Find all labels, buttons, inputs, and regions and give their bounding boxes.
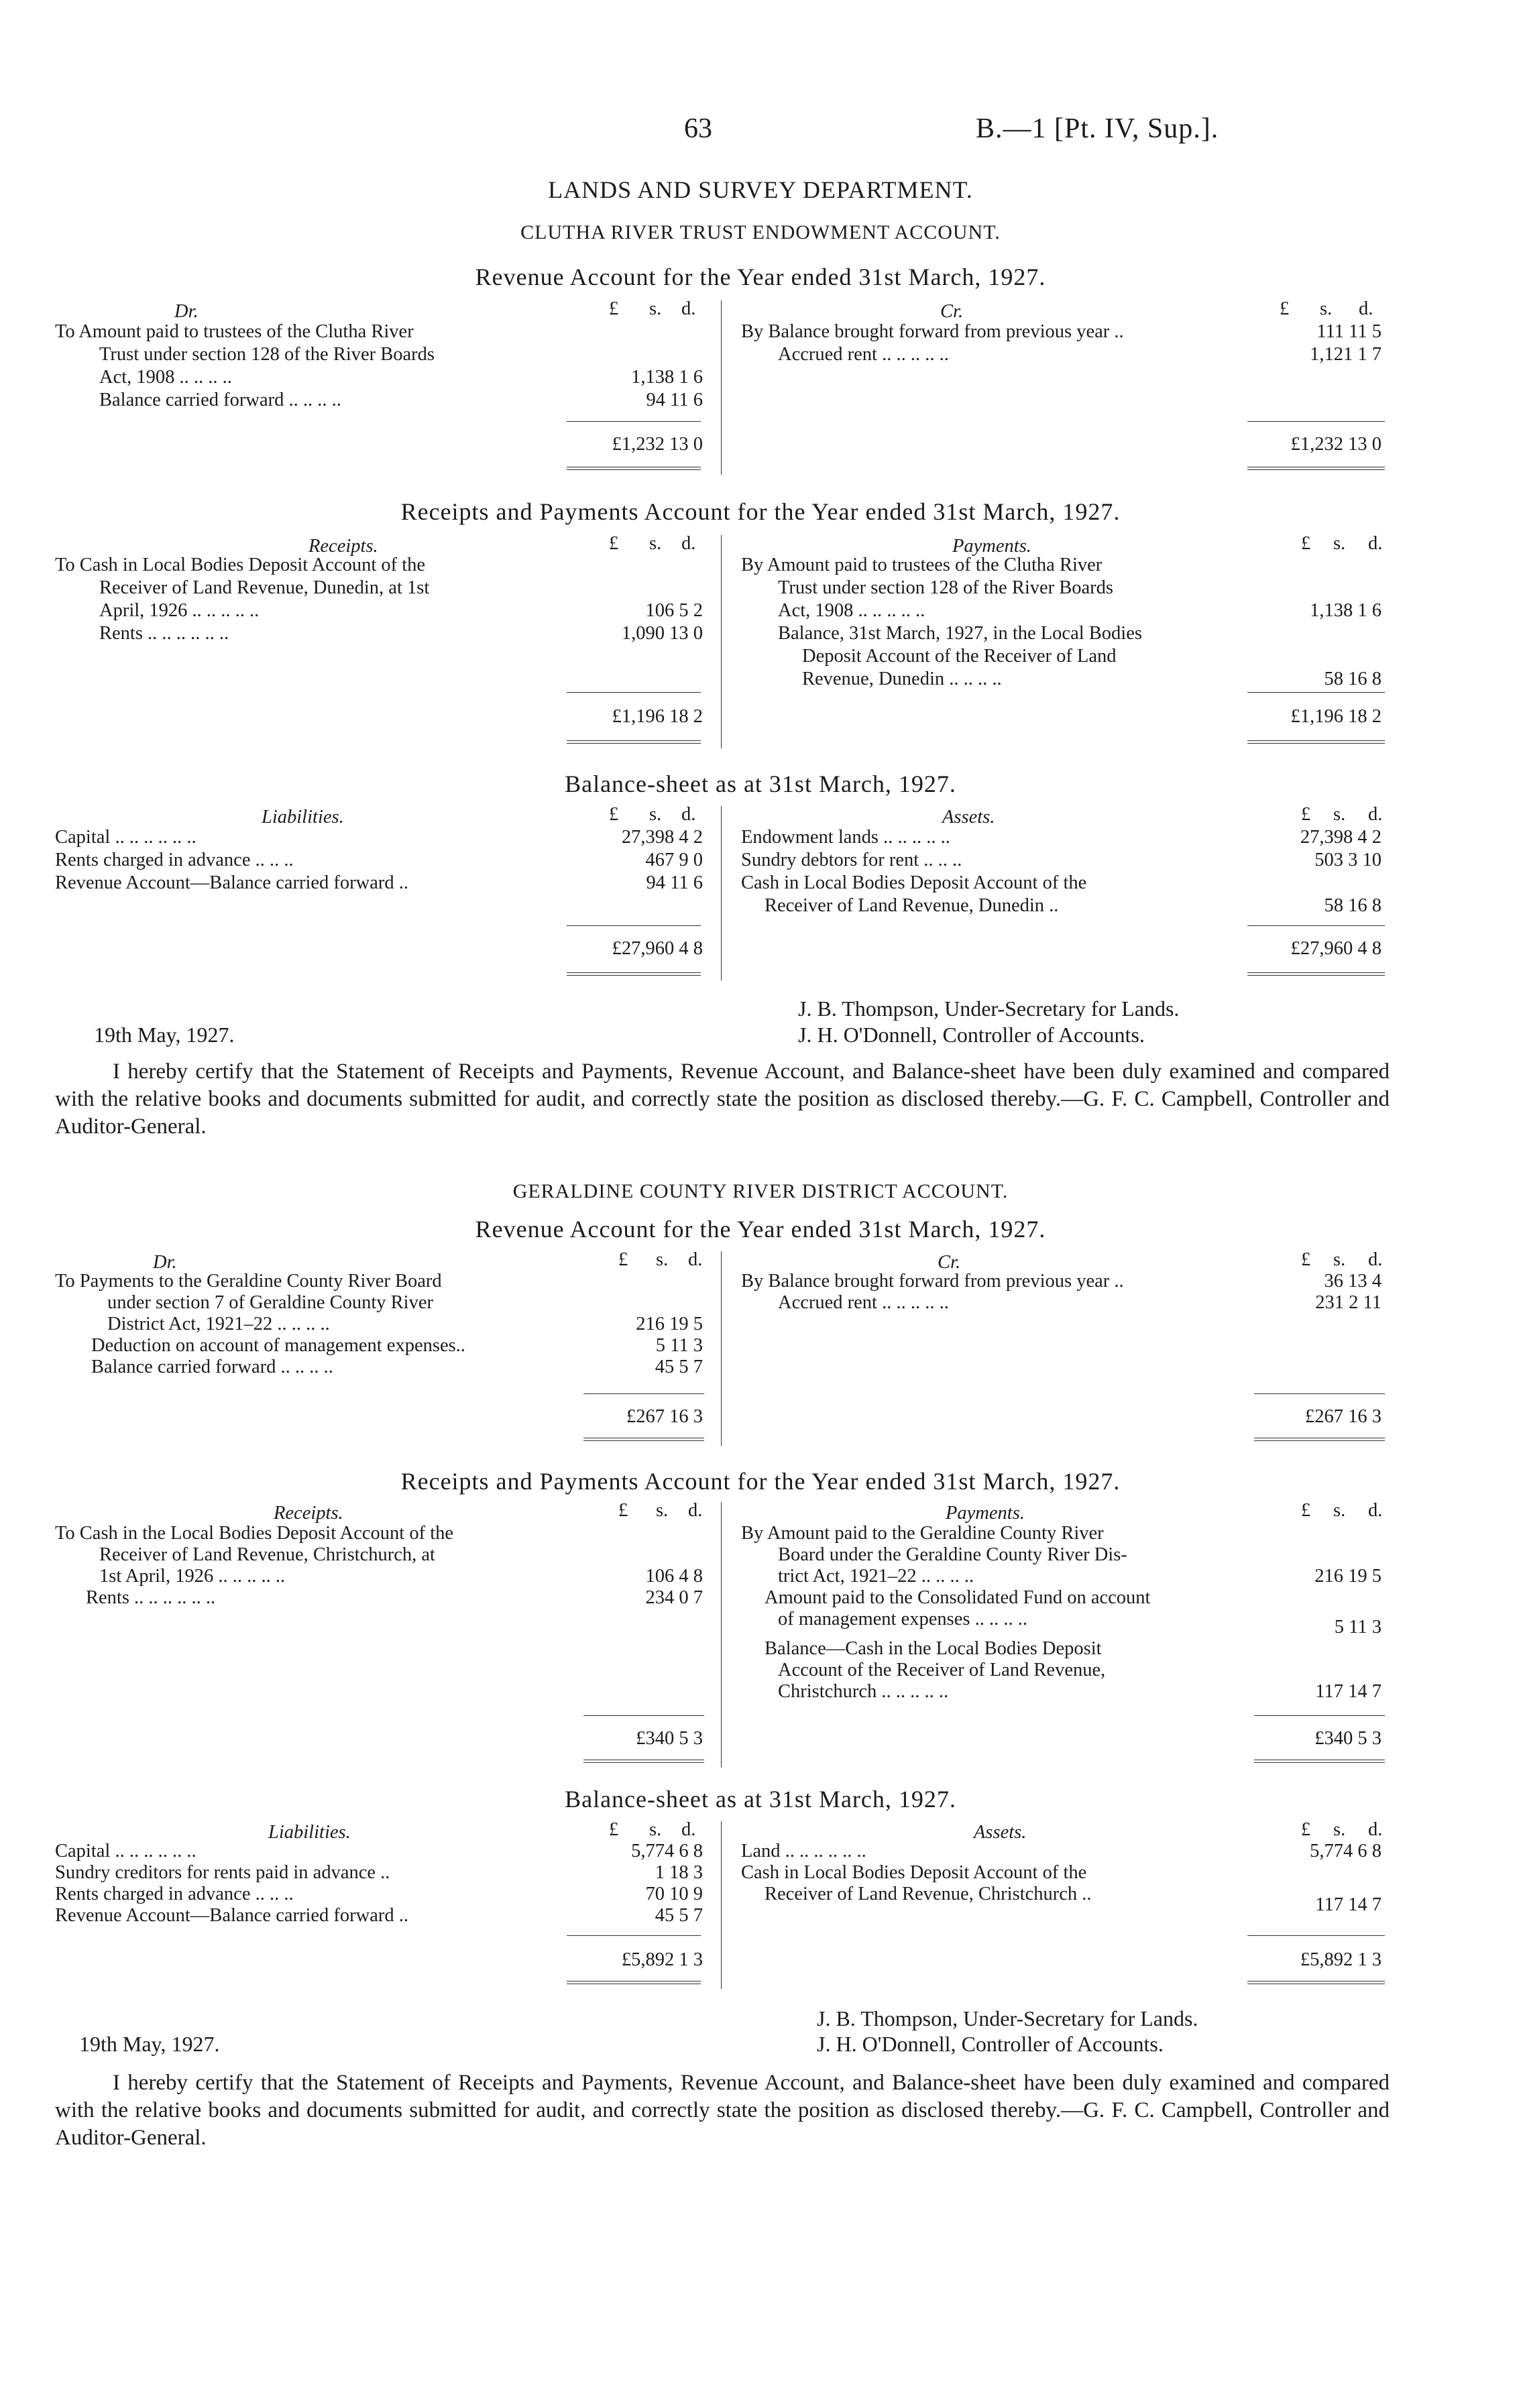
ledger-amount: 58 16 8 bbox=[1324, 669, 1382, 689]
audit-certificate: I hereby certify that the Statement of Receipts and Payments, Revenue Account, and Balance-sheet have been duly examined and compared with the relative books and documents submitted for audit, and correctly state the position as disclosed thereby.—G. F. C. Campbell, Controller and Auditor-General. bbox=[55, 2071, 1390, 2150]
pound-col-header: £ bbox=[1301, 804, 1311, 825]
ledger-amount: 94 11 6 bbox=[646, 390, 703, 410]
ledger-line: By Balance brought forward from previous year .. bbox=[741, 1271, 1124, 1292]
rule bbox=[567, 692, 701, 693]
ledger-line: By Amount paid to trustees of the Clutha River bbox=[741, 555, 1103, 575]
rule bbox=[567, 925, 701, 926]
ledger-line: Sundry creditors for rents paid in advance .. bbox=[55, 1862, 390, 1883]
pound-col-header: £ bbox=[1301, 1500, 1311, 1521]
double-rule bbox=[567, 1981, 701, 1984]
cr-label: Cr. bbox=[940, 301, 964, 322]
ledger-line: Balance—Cash in the Local Bodies Deposit bbox=[765, 1638, 1102, 1659]
dr-label: Dr. bbox=[153, 1252, 177, 1273]
ledger-line: Capital .. .. .. .. .. .. bbox=[55, 827, 196, 848]
ledger-line: Rents charged in advance .. .. .. bbox=[55, 850, 294, 870]
ledger-line: To Cash in Local Bodies Deposit Account of the bbox=[55, 555, 426, 575]
liabilities-label: Liabilities. bbox=[262, 807, 344, 827]
ledger-line: By Amount paid to the Geraldine County River bbox=[741, 1523, 1104, 1544]
column-divider bbox=[721, 806, 722, 980]
ledger-amount: 216 19 5 bbox=[1314, 1566, 1382, 1587]
double-rule bbox=[583, 1438, 704, 1441]
assets-label: Assets. bbox=[942, 807, 995, 827]
audit-certificate: I hereby certify that the Statement of Receipts and Payments, Revenue Account, and Balance-sheet have been duly examined and compared with the relative books and documents submitted for audit, and correctly state the position as disclosed thereby.—G. F. C. Campbell, Controller and Auditor-General. bbox=[55, 1059, 1390, 1139]
ledger-line: Balance carried forward .. .. .. .. bbox=[91, 1357, 333, 1377]
ledger-amount: 106 5 2 bbox=[645, 600, 703, 621]
ledger-total: £1,232 13 0 bbox=[1290, 434, 1382, 455]
pound-col-header: £ bbox=[618, 1500, 628, 1521]
rule bbox=[1247, 1935, 1385, 1936]
page-number: 63 bbox=[684, 113, 712, 144]
pound-col-header: £ bbox=[609, 533, 619, 554]
ledger-line: Rents .. .. .. .. .. .. bbox=[99, 623, 229, 644]
ledger-line: Trust under section 128 of the River Boards bbox=[778, 577, 1114, 598]
signature-date: 19th May, 1927. bbox=[94, 1023, 235, 1047]
pound-col-header: £ bbox=[1301, 1249, 1311, 1270]
pound-col-header: £ bbox=[618, 1249, 628, 1270]
ledger-amount: 1 18 3 bbox=[655, 1862, 703, 1883]
ledger-line: Rents .. .. .. .. .. .. bbox=[86, 1587, 216, 1608]
double-rule bbox=[1247, 740, 1385, 744]
ledger-amount: 111 11 5 bbox=[1316, 321, 1382, 342]
pence-col-header: d. bbox=[1368, 804, 1383, 825]
ledger-amount: 467 9 0 bbox=[645, 850, 703, 870]
ledger-line: Receiver of Land Revenue, Dunedin .. bbox=[765, 895, 1059, 916]
pence-col-header: d. bbox=[681, 1819, 696, 1840]
column-divider bbox=[721, 535, 722, 748]
ledger-line: Trust under section 128 of the River Boards bbox=[99, 344, 435, 365]
ledger-line: Rents charged in advance .. .. .. bbox=[55, 1884, 294, 1904]
double-rule bbox=[1247, 467, 1385, 470]
double-rule bbox=[1254, 1438, 1385, 1441]
shilling-col-header: s. bbox=[649, 298, 662, 319]
clutha-revenue-heading: Revenue Account for the Year ended 31st March, 1927. bbox=[475, 264, 1046, 290]
dr-label: Dr. bbox=[174, 301, 199, 322]
ledger-amount: 45 5 7 bbox=[655, 1905, 703, 1926]
pence-col-header: d. bbox=[681, 533, 696, 554]
ledger-line: Revenue Account—Balance carried forward .. bbox=[55, 1905, 409, 1926]
ledger-amount: 5 11 3 bbox=[655, 1335, 703, 1356]
ledger-line: Balance carried forward .. .. .. .. bbox=[99, 390, 341, 410]
ledger-amount: 1,138 1 6 bbox=[1310, 600, 1382, 621]
ledger-line: Receiver of Land Revenue, Christchurch, at bbox=[99, 1544, 435, 1565]
ledger-total: £27,960 4 8 bbox=[612, 938, 703, 959]
double-rule bbox=[567, 740, 701, 744]
geraldine-receipts-heading: Receipts and Payments Account for the Year ended 31st March, 1927. bbox=[400, 1468, 1121, 1495]
pence-col-header: d. bbox=[688, 1249, 703, 1270]
ledger-amount: 27,398 4 2 bbox=[621, 827, 703, 848]
pound-col-header: £ bbox=[609, 804, 619, 825]
shilling-col-header: s. bbox=[1333, 804, 1346, 825]
ledger-amount: 117 14 7 bbox=[1315, 1681, 1382, 1702]
clutha-receipts-heading: Receipts and Payments Account for the Year ended 31st March, 1927. bbox=[400, 498, 1121, 525]
pound-col-header: £ bbox=[1280, 298, 1290, 319]
shilling-col-header: s. bbox=[1333, 1500, 1346, 1521]
shilling-col-header: s. bbox=[1333, 533, 1346, 554]
pound-col-header: £ bbox=[609, 1819, 619, 1840]
ledger-line: of management expenses .. .. .. .. bbox=[778, 1609, 1027, 1629]
pound-col-header: £ bbox=[609, 298, 619, 319]
shilling-col-header: s. bbox=[656, 1249, 669, 1270]
rule bbox=[1247, 692, 1385, 693]
shilling-col-header: s. bbox=[649, 804, 662, 825]
ledger-amount: 117 14 7 bbox=[1315, 1894, 1382, 1915]
ledger-total: £340 5 3 bbox=[636, 1728, 703, 1749]
clutha-balance-heading: Balance-sheet as at 31st March, 1927. bbox=[565, 770, 956, 797]
shilling-col-header: s. bbox=[649, 1819, 662, 1840]
double-rule bbox=[583, 1760, 704, 1763]
signature-under-secretary: J. B. Thompson, Under-Secretary for Lands. bbox=[798, 996, 1180, 1021]
column-divider bbox=[721, 300, 722, 475]
signature-date: 19th May, 1927. bbox=[79, 2032, 220, 2056]
ledger-line: Cash in Local Bodies Deposit Account of the bbox=[741, 1862, 1087, 1883]
ledger-amount: 70 10 9 bbox=[645, 1884, 703, 1904]
ledger-line: Account of the Receiver of Land Revenue, bbox=[778, 1660, 1106, 1680]
ledger-amount: 234 0 7 bbox=[645, 1587, 703, 1608]
signature-controller: J. H. O'Donnell, Controller of Accounts. bbox=[817, 2032, 1164, 2056]
signature-under-secretary: J. B. Thompson, Under-Secretary for Lands. bbox=[817, 2006, 1198, 2030]
ledger-total: £1,196 18 2 bbox=[612, 706, 703, 727]
ledger-amount: 58 16 8 bbox=[1324, 895, 1382, 916]
ledger-line: Endowment lands .. .. .. .. .. bbox=[741, 827, 950, 848]
ledger-amount: 94 11 6 bbox=[646, 872, 703, 893]
ledger-line: April, 1926 .. .. .. .. .. bbox=[99, 600, 260, 621]
payments-label: Payments. bbox=[952, 536, 1031, 557]
rule bbox=[1247, 925, 1385, 926]
receipts-label: Receipts. bbox=[308, 536, 378, 557]
double-rule bbox=[1254, 1760, 1385, 1763]
geraldine-account-title: GERALDINE COUNTY RIVER DISTRICT ACCOUNT. bbox=[512, 1180, 1009, 1202]
ledger-amount: 216 19 5 bbox=[636, 1314, 703, 1334]
ledger-line: Act, 1908 .. .. .. .. bbox=[99, 367, 232, 388]
column-divider bbox=[721, 1821, 722, 1989]
ledger-amount: 5,774 6 8 bbox=[1310, 1841, 1382, 1861]
signature-controller: J. H. O'Donnell, Controller of Accounts. bbox=[798, 1023, 1145, 1047]
liabilities-label: Liabilities. bbox=[268, 1822, 351, 1843]
ledger-total: £1,196 18 2 bbox=[1290, 706, 1382, 727]
ledger-amount: 231 2 11 bbox=[1315, 1292, 1382, 1313]
ledger-line: Receiver of Land Revenue, Christchurch .. bbox=[765, 1884, 1092, 1904]
ledger-line: trict Act, 1921–22 .. .. .. .. bbox=[778, 1566, 974, 1587]
ledger-amount: 5,774 6 8 bbox=[631, 1841, 703, 1861]
ledger-line: Deposit Account of the Receiver of Land bbox=[802, 646, 1117, 667]
ledger-amount: 1,138 1 6 bbox=[631, 367, 703, 388]
ledger-line: Act, 1908 .. .. .. .. .. bbox=[778, 600, 925, 621]
ledger-amount: 1,090 13 0 bbox=[621, 623, 703, 644]
rule bbox=[583, 1393, 704, 1394]
ledger-amount: 106 4 8 bbox=[645, 1566, 703, 1587]
ledger-total: £267 16 3 bbox=[626, 1406, 703, 1427]
cr-label: Cr. bbox=[938, 1252, 961, 1273]
ledger-line: Balance, 31st March, 1927, in the Local Bodies bbox=[778, 623, 1142, 644]
rule bbox=[1254, 1715, 1385, 1716]
pence-col-header: d. bbox=[681, 804, 696, 825]
ledger-amount: 5 11 3 bbox=[1334, 1617, 1382, 1638]
rule bbox=[1247, 421, 1385, 422]
clutha-account-title: CLUTHA RIVER TRUST ENDOWMENT ACCOUNT. bbox=[520, 221, 1001, 243]
pence-col-header: d. bbox=[1359, 298, 1373, 319]
ledger-total: £1,232 13 0 bbox=[612, 434, 703, 455]
pence-col-header: d. bbox=[1368, 1249, 1383, 1270]
ledger-line: Board under the Geraldine County River Dis- bbox=[778, 1544, 1127, 1565]
ledger-line: Christchurch .. .. .. .. .. bbox=[778, 1681, 949, 1702]
shilling-col-header: s. bbox=[649, 533, 662, 554]
column-divider bbox=[721, 1251, 722, 1446]
assets-label: Assets. bbox=[974, 1822, 1027, 1843]
shilling-col-header: s. bbox=[1320, 298, 1333, 319]
ledger-line: Accrued rent .. .. .. .. .. bbox=[778, 1292, 949, 1313]
geraldine-revenue-heading: Revenue Account for the Year ended 31st March, 1927. bbox=[475, 1216, 1046, 1243]
ledger-amount: 503 3 10 bbox=[1314, 850, 1382, 870]
ledger-line: Revenue, Dunedin .. .. .. .. bbox=[802, 669, 1002, 689]
shilling-col-header: s. bbox=[1333, 1819, 1346, 1840]
ledger-total: £267 16 3 bbox=[1305, 1406, 1382, 1427]
double-rule bbox=[567, 972, 701, 976]
column-divider bbox=[721, 1502, 722, 1768]
ledger-total: £27,960 4 8 bbox=[1290, 938, 1382, 959]
ledger-line: Receiver of Land Revenue, Dunedin, at 1st bbox=[99, 577, 430, 598]
shilling-col-header: s. bbox=[656, 1500, 669, 1521]
double-rule bbox=[1247, 972, 1385, 976]
ledger-amount: 1,121 1 7 bbox=[1310, 344, 1382, 365]
ledger-amount: 27,398 4 2 bbox=[1300, 827, 1382, 848]
rule bbox=[567, 421, 701, 422]
pound-col-header: £ bbox=[1301, 1819, 1311, 1840]
ledger-line: By Balance brought forward from previous year .. bbox=[741, 321, 1124, 342]
ledger-line: To Payments to the Geraldine County River Board bbox=[55, 1271, 442, 1292]
ledger-line: Deduction on account of management expenses.. bbox=[91, 1335, 465, 1356]
pence-col-header: d. bbox=[681, 298, 696, 319]
ledger-amount: 45 5 7 bbox=[655, 1357, 703, 1377]
rule bbox=[583, 1715, 704, 1716]
ledger-amount: 36 13 4 bbox=[1324, 1271, 1382, 1292]
ledger-line: Sundry debtors for rent .. .. .. bbox=[741, 850, 962, 870]
geraldine-balance-heading: Balance-sheet as at 31st March, 1927. bbox=[565, 1786, 956, 1813]
pence-col-header: d. bbox=[1368, 1819, 1383, 1840]
double-rule bbox=[1247, 1981, 1385, 1984]
rule bbox=[567, 1935, 701, 1936]
ledger-total: £5,892 1 3 bbox=[621, 1949, 703, 1970]
pound-col-header: £ bbox=[1301, 533, 1311, 554]
pence-col-header: d. bbox=[1368, 1500, 1383, 1521]
ledger-line: Accrued rent .. .. .. .. .. bbox=[778, 344, 949, 365]
ledger-line: District Act, 1921–22 .. .. .. .. bbox=[107, 1314, 330, 1334]
ledger-line: Cash in Local Bodies Deposit Account of the bbox=[741, 872, 1087, 893]
rule bbox=[1254, 1393, 1385, 1394]
ledger-line: Land .. .. .. .. .. .. bbox=[741, 1841, 866, 1861]
ledger-total: £5,892 1 3 bbox=[1300, 1949, 1382, 1970]
payments-label: Payments. bbox=[946, 1503, 1025, 1524]
ledger-line: Revenue Account—Balance carried forward .. bbox=[55, 872, 409, 893]
ledger-line: To Amount paid to trustees of the Clutha River bbox=[55, 321, 414, 342]
ledger-line: under section 7 of Geraldine County River bbox=[107, 1292, 433, 1313]
document-reference: B.—1 [Pt. IV, Sup.]. bbox=[976, 113, 1219, 144]
ledger-line: Amount paid to the Consolidated Fund on account bbox=[765, 1587, 1151, 1608]
ledger-line: To Cash in the Local Bodies Deposit Account of the bbox=[55, 1523, 454, 1544]
pence-col-header: d. bbox=[1368, 533, 1383, 554]
ledger-line: 1st April, 1926 .. .. .. .. .. bbox=[99, 1566, 286, 1587]
ledger-total: £340 5 3 bbox=[1314, 1728, 1382, 1749]
double-rule bbox=[567, 467, 701, 470]
department-title: LANDS AND SURVEY DEPARTMENT. bbox=[548, 176, 973, 203]
ledger-line: Capital .. .. .. .. .. .. bbox=[55, 1841, 196, 1861]
pence-col-header: d. bbox=[688, 1500, 703, 1521]
shilling-col-header: s. bbox=[1333, 1249, 1346, 1270]
receipts-label: Receipts. bbox=[274, 1503, 343, 1524]
